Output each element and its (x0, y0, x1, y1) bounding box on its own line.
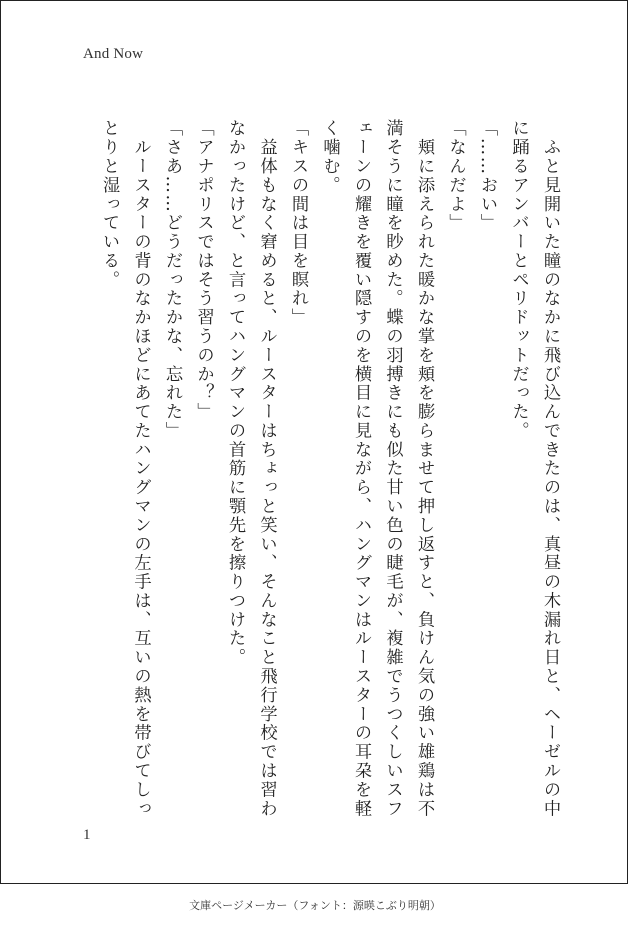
vertical-text-body (65, 119, 565, 819)
page-number: 1 (83, 827, 91, 843)
paragraph: 「なんだよ」 (445, 119, 466, 233)
paragraph: 「さあ……どうだったかな、忘れた」 (162, 119, 182, 441)
paragraph: 「キスの間は目を瞑れ」 (288, 119, 308, 327)
running-title: And Now (83, 46, 144, 62)
paragraph: ふと見開いた瞳のなかに飛び込んできたのは、真昼の木漏れ日と、ヘーゼルの中に踊るアンバーとペリドットだった。 (508, 119, 560, 818)
paragraph: 益体もなく窘めると、ルースターはちょっと笑い、そんなこと飛行学校では習わなかったけど、と言ってハングマンの首筋に顎先を擦りつけた。 (225, 119, 277, 818)
footer-credit: 文庫ページメーカー（フォント：源暎こぶり明朝） (189, 899, 441, 912)
paragraph: ルースターの背のなかほどにあてたハングマンの左手は、互いの熱を帯びてしっとりと湿っている。 (99, 119, 151, 818)
paragraph: 「……おい」 (477, 119, 497, 233)
paragraph: 頬に添えられた暖かな掌を頬を膨らませて押し返すと、負けん気の強い雄鶏は不満そうに瞳を眇めた。蝶の羽搏きにも似た甘い色の睫毛が、複雑でうつくしいスフェーンの耀きを覆い隠すのを横目に見ながら、ハングマンはルースターの耳朶を軽く噛む。 (319, 119, 434, 818)
paragraph: 「アナポリスではそう習うのか？」 (193, 119, 214, 422)
